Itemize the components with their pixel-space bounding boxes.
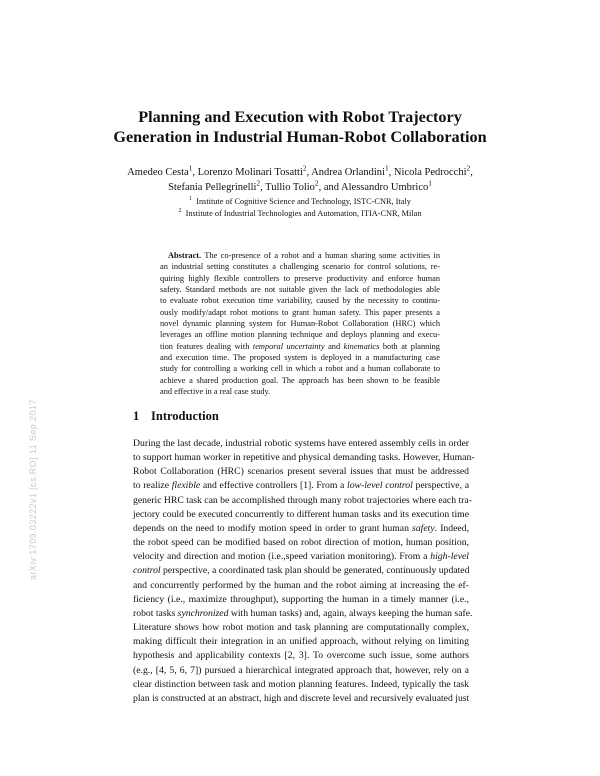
abstract-line: to evaluate robot execution time variability, caused by the necessity to continu-: [160, 296, 440, 306]
affiliation-text: Institute of Industrial Technologies and Automation, ITIA-CNR, Milan: [185, 208, 422, 218]
body-line: Literature shows how robot motion and task planning are computationally complex,: [133, 622, 469, 634]
introduction-text: [133, 437, 475, 706]
abstract-line: Abstract. The co-presence of a robot and a human sharing some activities in: [168, 251, 441, 260]
author-name: Amedeo Cesta: [127, 167, 189, 178]
authors-line-1: Amedeo Cesta$^1$, Lorenzo Molinari Tosatti$^2$, Andrea Orlandini$^1$, Nicola Pedrocchi$^2$,: [127, 163, 473, 178]
body-line: the robot speed can be modified based on robot direction of motion, human position,: [133, 537, 469, 549]
author-name: Tullio Tolio: [265, 182, 315, 193]
body-line: depends on the need to modify motion speed in order to grant human safety. Indeed,: [133, 522, 469, 534]
author-name: Lorenzo Molinari Tosatti: [197, 167, 303, 178]
author-name: Andrea Orlandini: [311, 167, 385, 178]
affiliation-text: Institute of Cognitive Science and Technology, ISTC-CNR, Italy: [196, 197, 411, 206]
abstract-line: an industrial setting constitutes a challenging scenario for control solutions, re-: [160, 262, 440, 272]
author-name: Stefania Pellegrinelli: [168, 182, 257, 193]
abstract-line: novel dynamic planning system for Human-Robot Collaboration (HRC) which: [160, 319, 440, 329]
author-affiliation-mark: 1: [188, 163, 193, 173]
author-name: Alessandro Umbrico: [341, 182, 429, 193]
authors-line-2: Stefania Pellegrinelli$^2$, Tullio Tolio$^2$, and Alessandro Umbrico$^1$: [168, 178, 432, 193]
body-line: (e.g., [4, 5, 6, 7]) pursued a hierarchical integrated approach that, however, rely on a: [133, 664, 469, 676]
author-affiliation-mark: 2: [314, 178, 319, 188]
body-line: jectory could be executed concurrently to different human tasks and its execution time: [133, 508, 469, 520]
body-line: robot tasks synchronized with human tasks) and, again, always keeping the human safe.: [133, 607, 473, 619]
body-line: to support human worker in repetitive and physical demanding tasks. However, Human-: [133, 452, 475, 464]
arxiv-stamp: arXiv:1709.03222v1 [cs.RO] 11 Sep 2017: [28, 399, 38, 580]
body-line: Robot Collaboration (HRC) scenarios present several issues that must be addressed: [133, 466, 469, 478]
body-line: clear distinction between task and motion planning features. Indeed, typically the task: [133, 678, 469, 690]
affiliation-mark: 1: [189, 196, 193, 203]
abstract-label: Abstract.: [168, 251, 202, 260]
author-name: Nicola Pedrocchi: [393, 167, 467, 178]
paper-title: [80, 107, 520, 147]
abstract-line: achieve a shared production goal. The approach has been shown to be feasible: [160, 375, 440, 385]
body-line: hypothesis and applicability contexts [2, 3]. To overcome such issue, some authors: [133, 650, 469, 662]
author-affiliation-mark: 1: [384, 163, 389, 173]
body-line: control perspective, a coordinated task plan should be generated, continuously updated: [133, 565, 470, 577]
body-line: plan is constructed at an abstract, high and discrete level and recursively evaluated just: [133, 692, 470, 704]
affiliation-line: [60, 208, 540, 220]
body-line: ficiency (i.e., maximize throughput), supporting the human in a timely manner (i.e.,: [133, 593, 469, 605]
affiliation-line: [60, 196, 540, 208]
affiliations: [60, 196, 540, 219]
abstract-line: study for controlling a working cell in which a robot and a human collaborate to: [160, 364, 440, 374]
author-affiliation-mark: 1: [428, 178, 432, 188]
body-line: During the last decade, industrial robotic systems have entered assembly cells in order: [133, 438, 469, 449]
body-line: and concurrently performed by the human and the robot aiming at increasing the ef-: [133, 579, 469, 591]
title-line-2: Generation in Industrial Human-Robot Collaboration: [113, 128, 487, 146]
abstract-block: [160, 250, 440, 397]
author-affiliation-mark: 2: [466, 163, 471, 173]
section-title: Introduction: [151, 409, 219, 423]
section-heading: [133, 409, 219, 424]
abstract-line: and effective in a real case study.: [160, 387, 271, 397]
body-line: making difficult their integration in an unified approach, without relying on limiting: [133, 636, 469, 648]
author-affiliation-mark: 2: [256, 178, 261, 188]
author-affiliation-mark: 2: [302, 163, 307, 173]
abstract-line: leverages an offline motion planning technique and deploys planning and execu-: [160, 330, 440, 340]
body-line: generic HRC task can be accomplished through many robot trajectories where each tra-: [133, 494, 472, 506]
abstract-line: and execution time. The proposed system is deployed in a manufacturing case: [160, 353, 440, 363]
abstract-line: safety. Standard methods are not suitable given the lack of methodologies able: [160, 285, 440, 295]
body-line: to realize flexible and effective controllers [1]. From a low-level control perspective, a: [133, 480, 469, 492]
abstract-line: ously modify/adapt robot motions to grant human safety. This paper presents a: [160, 307, 440, 317]
affiliation-mark: 2: [178, 207, 182, 214]
author-list: [60, 165, 540, 195]
title-line-1: Planning and Execution with Robot Trajectory: [138, 108, 462, 126]
body-line: velocity and direction and motion (i.e.,speed variation monitoring). From a high-level: [133, 551, 469, 563]
abstract-line: tion features dealing with temporal uncertainty and kinematics both at planning: [160, 341, 440, 351]
abstract-line: quiring highly flexible controllers to preserve productivity and enforce human: [160, 273, 440, 283]
section-number: 1: [133, 409, 140, 423]
